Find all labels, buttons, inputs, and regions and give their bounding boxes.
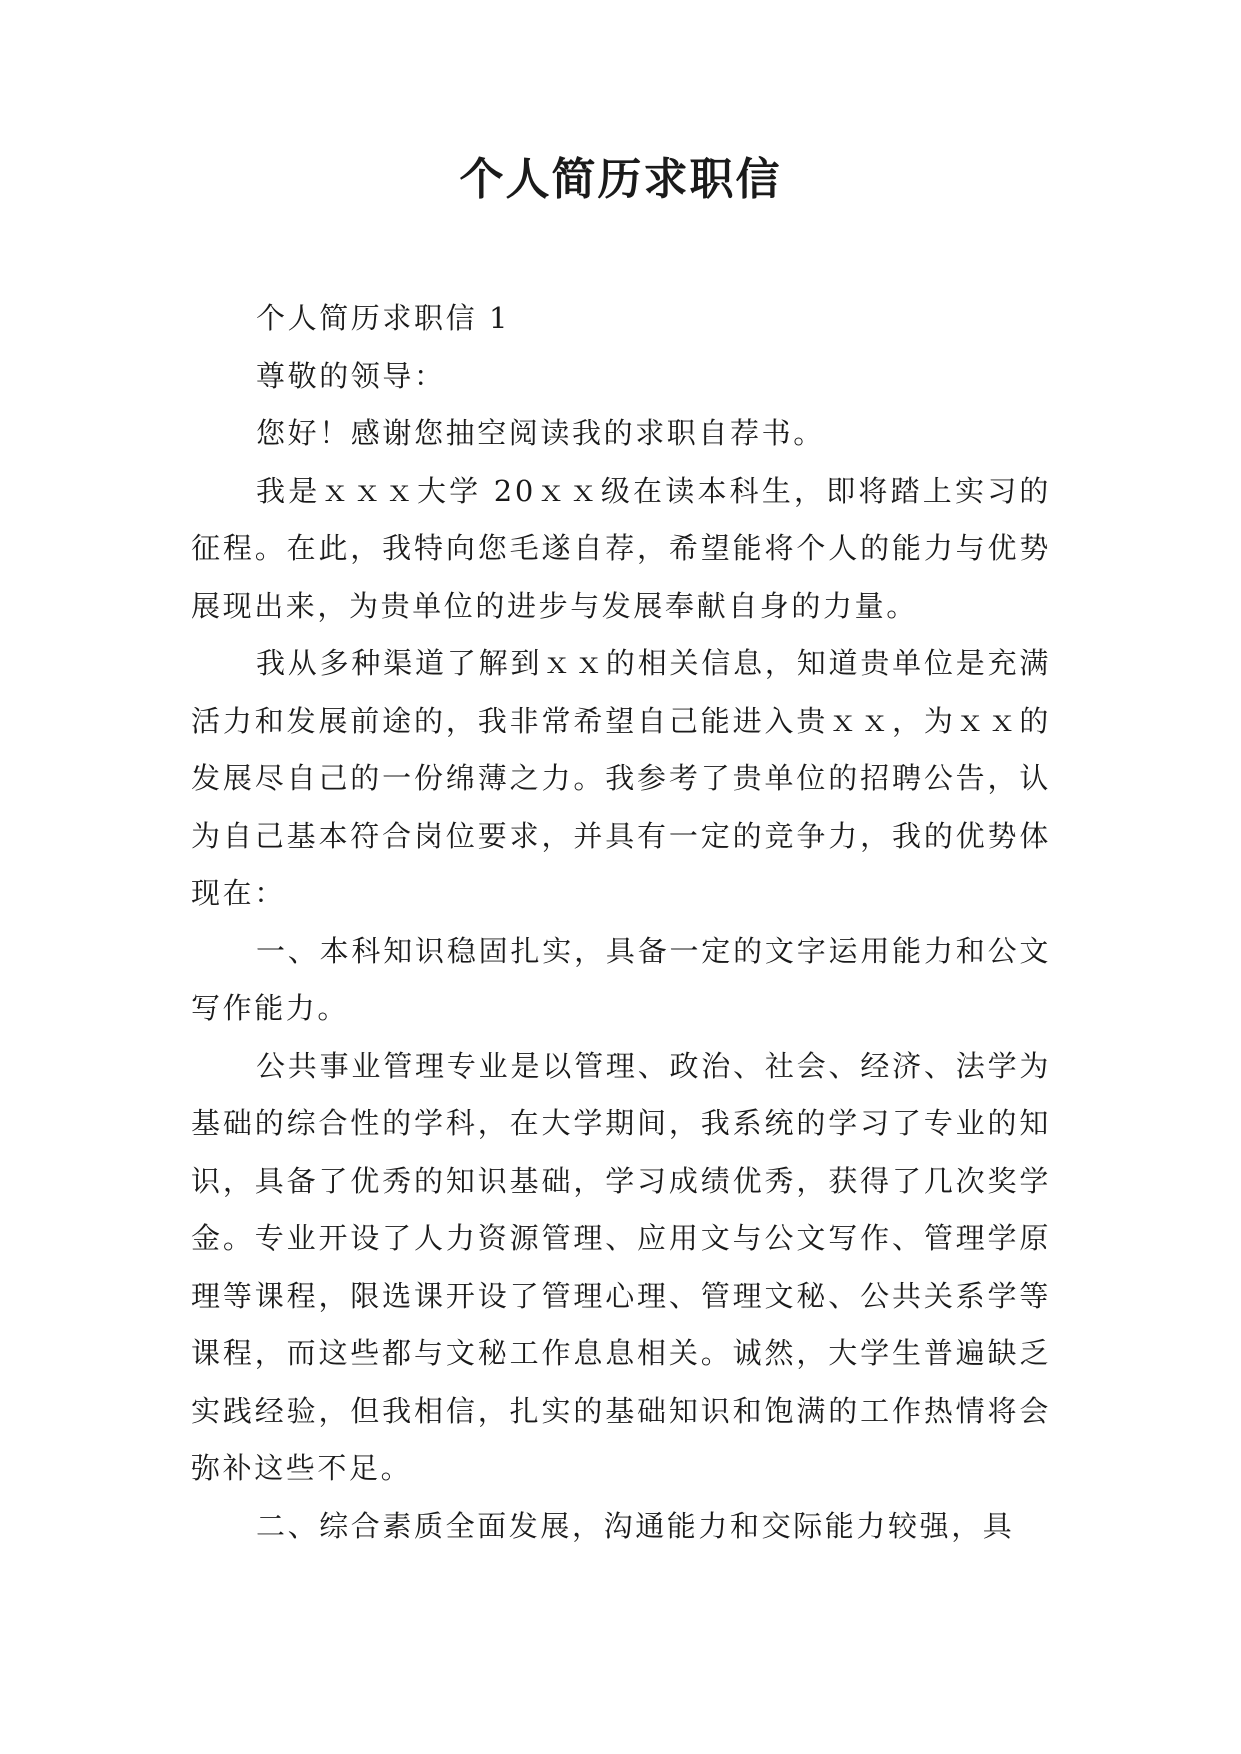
strength-one-heading: 一、本科知识稳固扎实，具备一定的文字运用能力和公文写作能力。 (191, 933, 1051, 1025)
introduction-paragraph: 我是ｘｘｘ大学 20ｘｘ级在读本科生，即将踏上实习的征程。在此，我特向您毛遂自荐，希望能将个人的能力与优势展现出来，为贵单位的进步与发展奉献自身的力量。 (191, 473, 1051, 623)
letter-heading: 个人简历求职信 1 (256, 301, 511, 335)
document-title: 个人简历求职信 (459, 154, 782, 205)
salutation: 尊敬的领导： (256, 358, 446, 393)
document-body (191, 290, 1051, 1555)
strength-two-heading: 二、综合素质全面发展，沟通能力和交际能力较强，具 (256, 1508, 1015, 1543)
greeting-paragraph: 您好！感谢您抽空阅读我的求职自荐书。 (256, 416, 825, 450)
motivation-paragraph: 我从多种渠道了解到ｘｘ的相关信息，知道贵单位是充满活力和发展前途的，我非常希望自己能进入贵ｘｘ，为ｘｘ的发展尽自己的一份绵薄之力。我参考了贵单位的招聘公告，认为自己基本符合岗位要求，并具有一定的竞争力，我的优势体现在： (191, 646, 1051, 910)
strength-one-paragraph: 公共事业管理专业是以管理、政治、社会、经济、法学为基础的综合性的学科，在大学期间，我系统的学习了专业的知识，具备了优秀的知识基础，学习成绩优秀，获得了几次奖学金。专业开设了人力资源管理、应用文与公文写作、管理学原理等课程，限选课开设了管理心理、管理文秘、公共关系学等课程，而这些都与文秘工作息息相关。诚然，大学生普遍缺乏实践经验，但我相信，扎实的基础知识和饱满的工作热情将会弥补这些不足。 (191, 1048, 1051, 1485)
